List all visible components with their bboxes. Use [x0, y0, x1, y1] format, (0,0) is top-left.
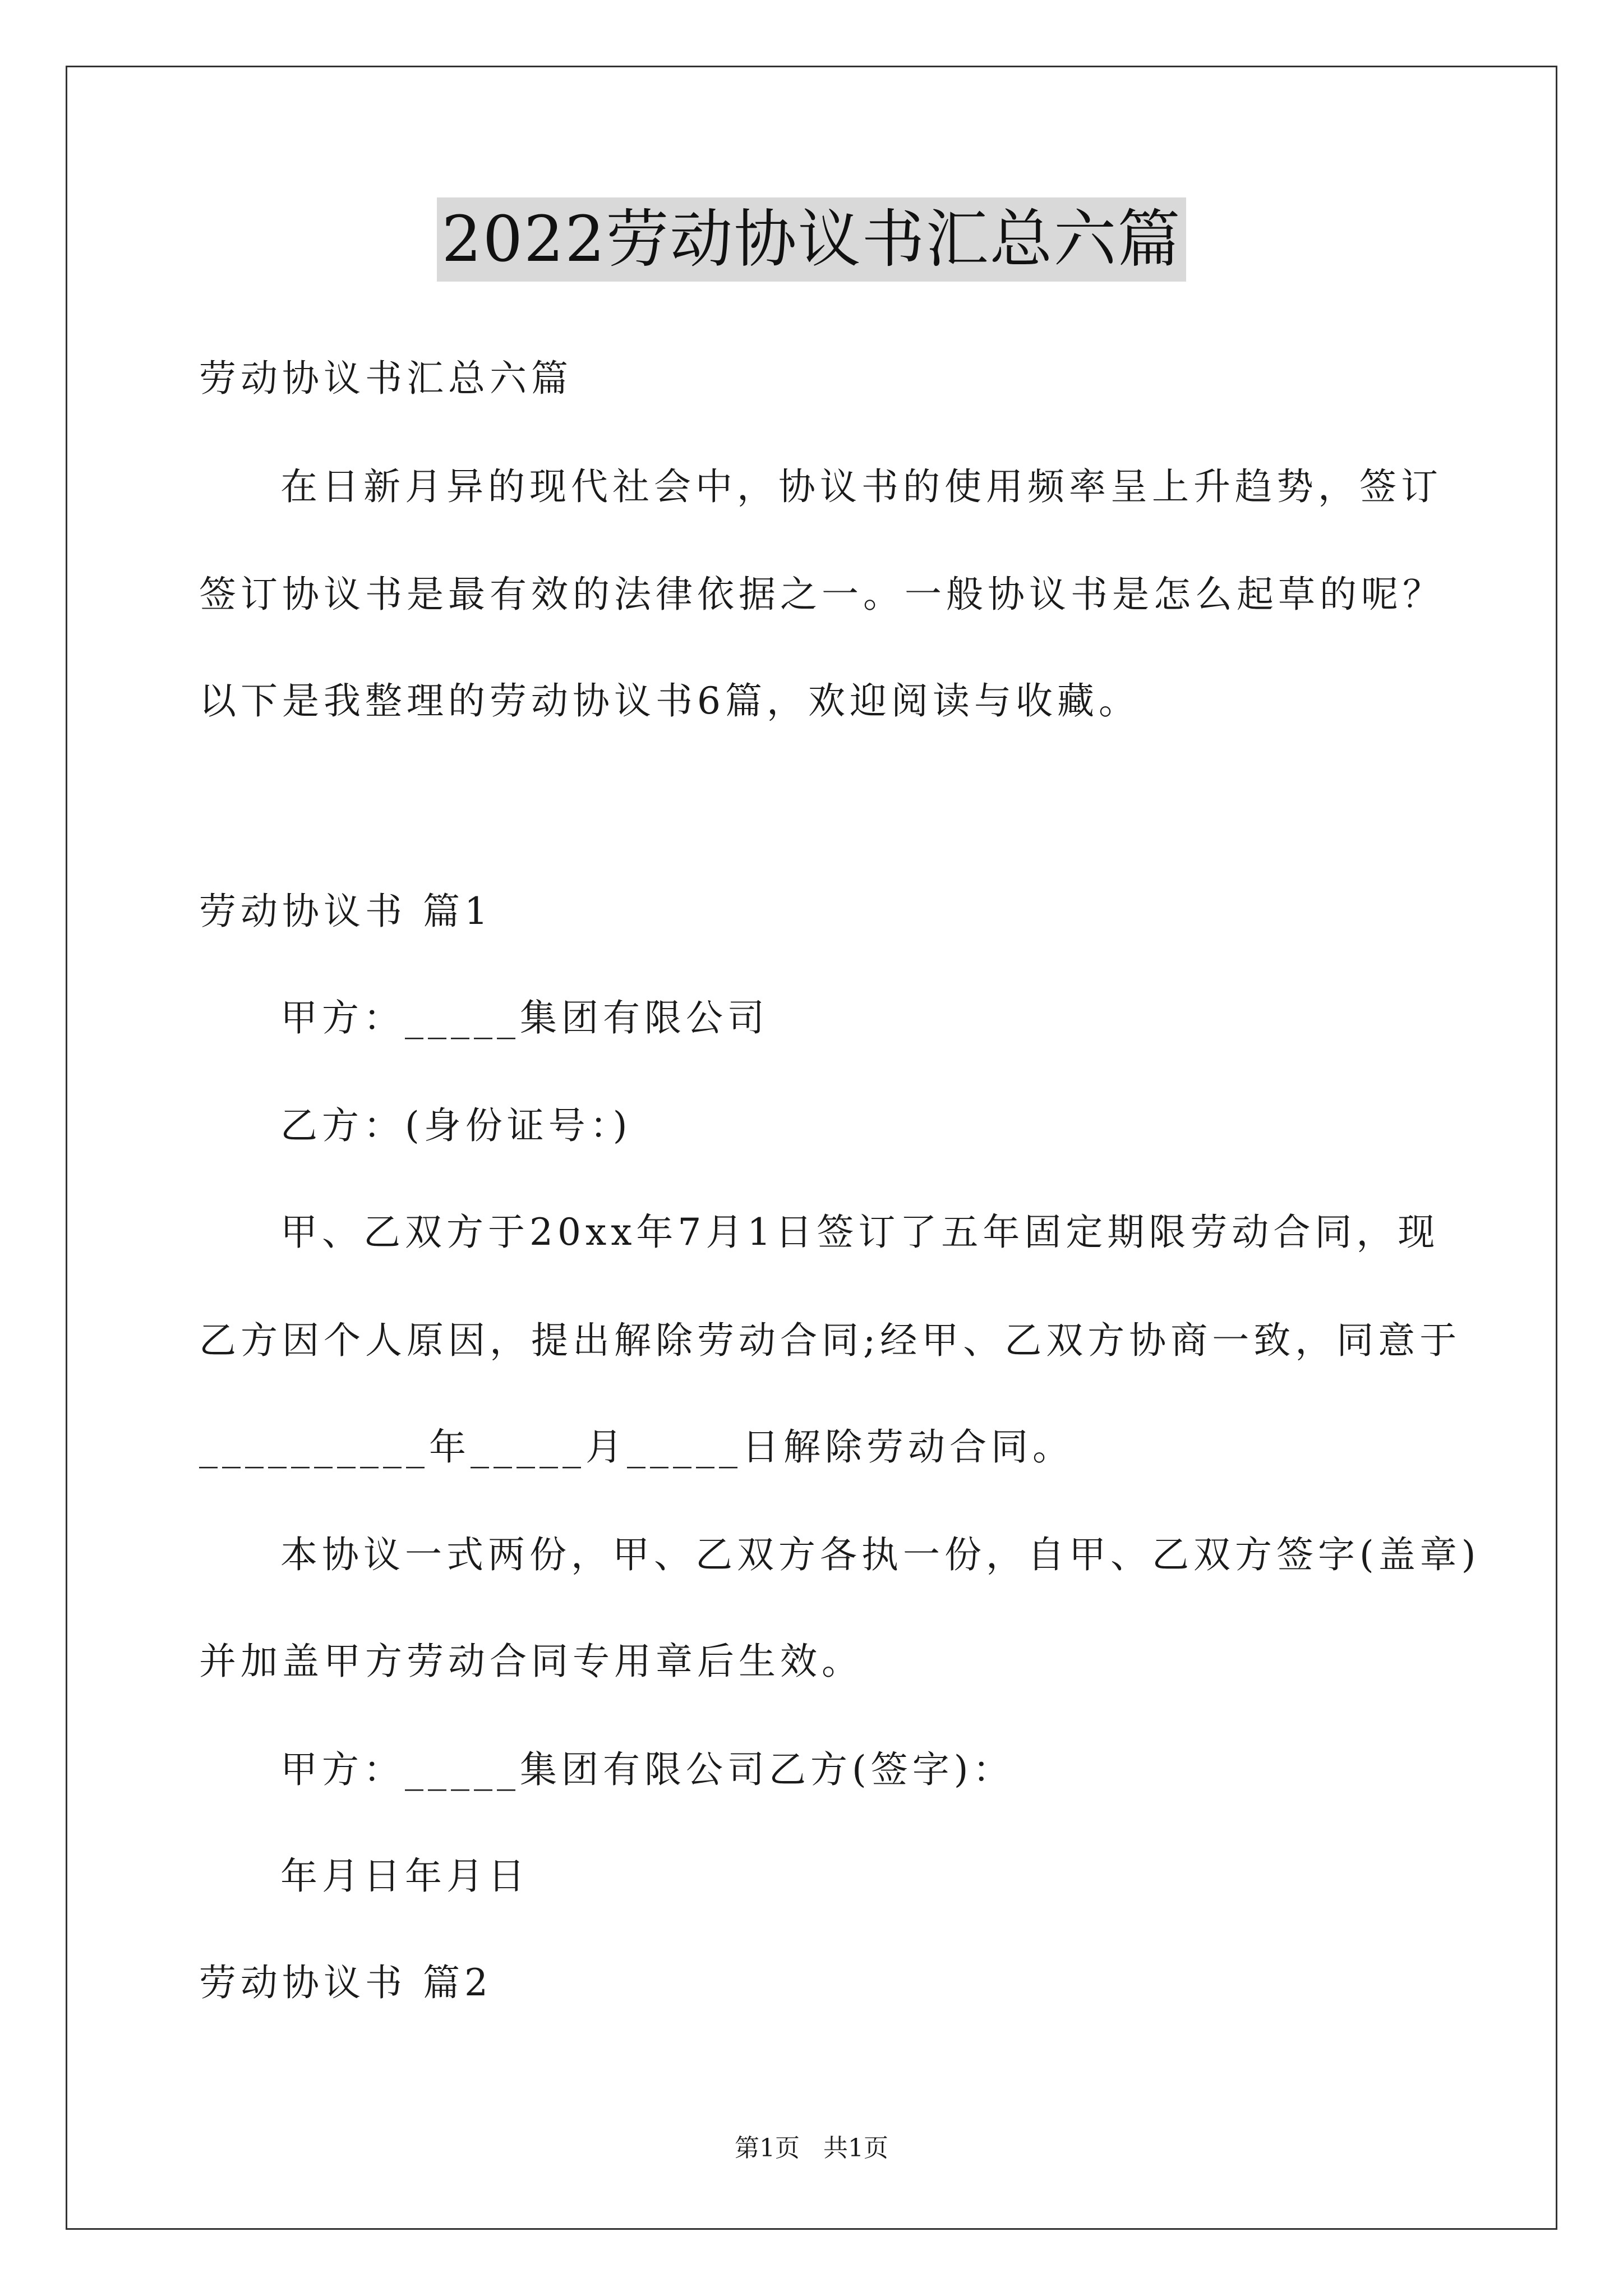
date-line: 年月日年月日 — [280, 1855, 529, 1898]
title-container — [0, 197, 1623, 282]
section-heading-1: 劳动协议书 篇1 — [199, 890, 492, 933]
party-b-line: 乙方：(身份证号：) — [280, 1104, 632, 1147]
signature-line: 甲方：_____集团有限公司乙方(签字)： — [280, 1748, 1015, 1791]
party-a-line: 甲方：_____集团有限公司 — [280, 996, 769, 1039]
intro-paragraph-line-2: 签订协议书是最有效的法律依据之一。一般协议书是怎么起草的呢？ — [199, 573, 1444, 616]
document-title: 2022劳动协议书汇总六篇 — [437, 197, 1186, 282]
contract-paragraph-line-1: 甲、乙双方于20xx年7月1日签订了五年固定期限劳动合同，现 — [280, 1211, 1440, 1254]
intro-paragraph-line-1: 在日新月异的现代社会中，协议书的使用频率呈上升趋势，签订 — [280, 465, 1442, 508]
intro-paragraph-line-3: 以下是我整理的劳动协议书6篇，欢迎阅读与收藏。 — [199, 679, 1140, 723]
contract-paragraph-line-2: 乙方因个人原因，提出解除劳动合同;经甲、乙双方协商一致，同意于 — [199, 1319, 1461, 1362]
page-footer: 第1页 共1页 — [735, 2134, 888, 2162]
contract-paragraph-line-3: __________年_____月_____日解除劳动合同。 — [199, 1425, 1074, 1469]
intro-heading: 劳动协议书汇总六篇 — [199, 357, 573, 400]
agreement-paragraph-line-1: 本协议一式两份，甲、乙双方各执一份，自甲、乙双方签字(盖章) — [280, 1533, 1481, 1576]
section-heading-2: 劳动协议书 篇2 — [199, 1961, 492, 2004]
agreement-paragraph-line-2: 并加盖甲方劳动合同专用章后生效。 — [199, 1640, 863, 1683]
